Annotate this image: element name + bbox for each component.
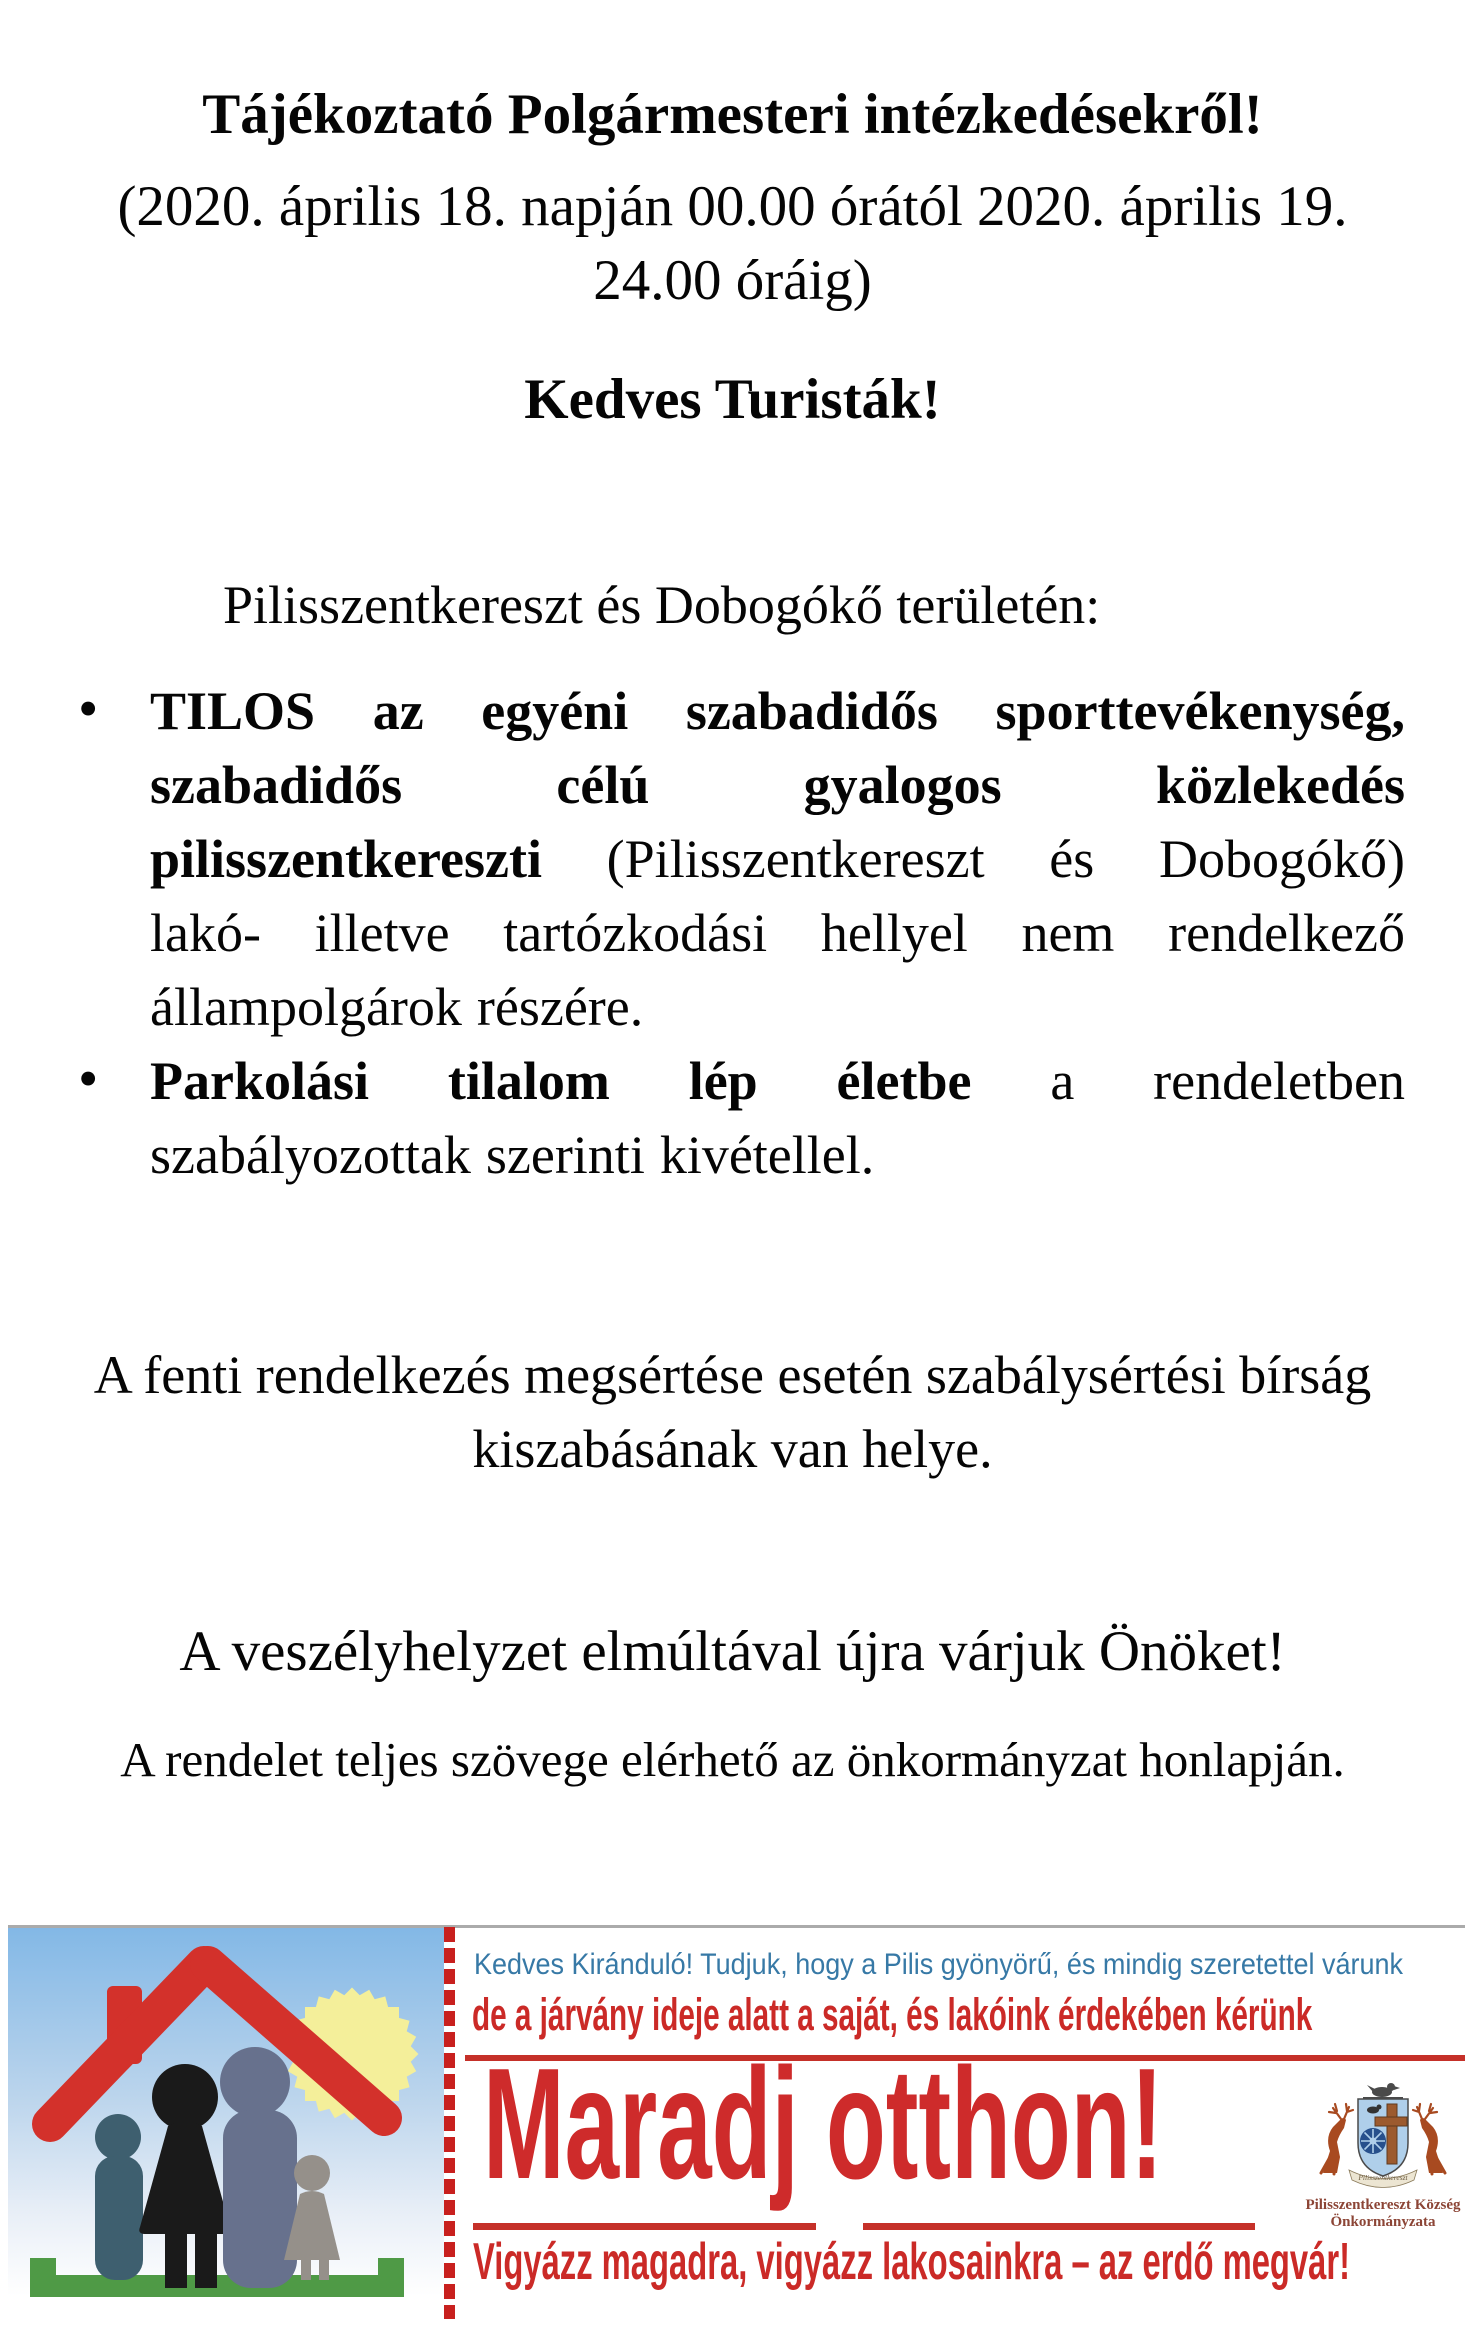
svg-text:Pilisszentkereszt: Pilisszentkereszt bbox=[1358, 2173, 1408, 2182]
bullet-dot-icon: • bbox=[78, 1046, 99, 1111]
word: a bbox=[1050, 1051, 1075, 1111]
word: közlekedés bbox=[1155, 755, 1405, 815]
word: Dobogókő) bbox=[1159, 829, 1405, 889]
family-house-illustration bbox=[8, 1928, 444, 2320]
text-line bbox=[150, 748, 1405, 822]
headline-underline-left bbox=[473, 2223, 816, 2230]
word: célú bbox=[556, 755, 650, 815]
farewell-text: A veszélyhelyzet elmúltával újra várjuk Önöket! bbox=[179, 1620, 1286, 1683]
bullet-list bbox=[78, 674, 1405, 1192]
word: nem bbox=[1021, 903, 1115, 963]
bird-icon bbox=[1367, 2083, 1400, 2097]
coat-of-arms-icon bbox=[1303, 2077, 1463, 2192]
list-item bbox=[78, 674, 1405, 1044]
text-line bbox=[150, 674, 1405, 748]
word: életbe bbox=[836, 1051, 972, 1111]
word: kivétellel. bbox=[659, 1125, 875, 1185]
word: szerinti bbox=[485, 1125, 645, 1185]
org-name-line-2: Önkormányzata bbox=[1330, 2214, 1436, 2230]
penalty-text bbox=[0, 1338, 1465, 1486]
word: pilisszentkereszti bbox=[150, 829, 542, 889]
word: gyalogos bbox=[803, 755, 1002, 815]
footnote-text: A rendelet teljes szövege elérhető az önkormányzat honlapján. bbox=[120, 1732, 1345, 1787]
word: szabadidős bbox=[150, 755, 403, 815]
bullet-text bbox=[150, 674, 1405, 1044]
word: TILOS bbox=[150, 681, 316, 741]
word: rendeletben bbox=[1153, 1051, 1405, 1111]
date-line-1: (2020. április 18. napján 00.00 órától 2020. április 19. bbox=[117, 175, 1348, 238]
ribbon bbox=[1349, 2170, 1417, 2188]
greeting: Kedves Turisták! bbox=[524, 368, 941, 431]
word: részére. bbox=[476, 977, 644, 1037]
bullet-text bbox=[150, 1044, 1405, 1192]
page-title: Tájékoztató Polgármesteri intézkedésekről! bbox=[202, 83, 1263, 146]
text-line bbox=[150, 822, 1405, 896]
word: Parkolási bbox=[150, 1051, 370, 1111]
dashed-divider bbox=[444, 1927, 455, 2319]
municipality-emblem bbox=[1303, 2077, 1463, 2231]
text-line bbox=[150, 1118, 1405, 1192]
word: (Pilisszentkereszt bbox=[606, 829, 985, 889]
figure-adult-slate bbox=[220, 2047, 297, 2288]
word: egyéni bbox=[481, 681, 629, 741]
text-line bbox=[150, 1044, 1405, 1118]
date-range bbox=[0, 170, 1465, 318]
stag-right-icon bbox=[1413, 2104, 1445, 2174]
list-item bbox=[78, 1044, 1405, 1192]
penalty-line-1: A fenti rendelkezés megsértése esetén szabálysértési bírság bbox=[93, 1345, 1372, 1405]
penalty-line-2: kiszabásának van helye. bbox=[472, 1419, 993, 1479]
banner-headline: Maradj otthon! bbox=[483, 2036, 1164, 2212]
word: állampolgárok bbox=[150, 977, 462, 1037]
wheel-icon bbox=[1360, 2128, 1386, 2154]
intro-line: Pilisszentkereszt és Dobogókő területén: bbox=[223, 575, 1101, 635]
org-name-line-1: Pilisszentkereszt Község bbox=[1305, 2197, 1461, 2213]
stay-home-banner bbox=[0, 1925, 1465, 2322]
figure-child-teal bbox=[95, 2114, 143, 2280]
word: hellyel bbox=[820, 903, 968, 963]
word: tilalom bbox=[447, 1051, 610, 1111]
word: sporttevékenység, bbox=[995, 681, 1405, 741]
text-line bbox=[150, 970, 1405, 1044]
word: rendelkező bbox=[1168, 903, 1405, 963]
word: és bbox=[1049, 829, 1095, 889]
date-line-2: 24.00 óráig) bbox=[593, 249, 872, 312]
banner-text-area bbox=[458, 1925, 1465, 2322]
bullet-dot-icon: • bbox=[78, 676, 99, 741]
word: szabályozottak bbox=[150, 1125, 471, 1185]
banner-tagline: Vigyázz magadra, vigyázz lakosainkra – az erdő megvár! bbox=[473, 2233, 1351, 2291]
text-line bbox=[150, 896, 1405, 970]
word: tartózkodási bbox=[503, 903, 768, 963]
word: lakó- bbox=[150, 903, 261, 963]
word: szabadidős bbox=[685, 681, 938, 741]
word: lép bbox=[688, 1051, 758, 1111]
headline-underline-right bbox=[863, 2223, 1255, 2230]
word: illetve bbox=[314, 903, 450, 963]
banner-warning-line: de a járvány ideje alatt a saját, és lakóink érdekében kérünk bbox=[472, 1989, 1313, 2040]
banner-greeting-line: Kedves Kiránduló! Tudjuk, hogy a Pilis gyönyörű, és mindig szeretettel várunk bbox=[474, 1948, 1403, 1981]
stag-left-icon bbox=[1321, 2104, 1353, 2174]
word: az bbox=[372, 681, 424, 741]
